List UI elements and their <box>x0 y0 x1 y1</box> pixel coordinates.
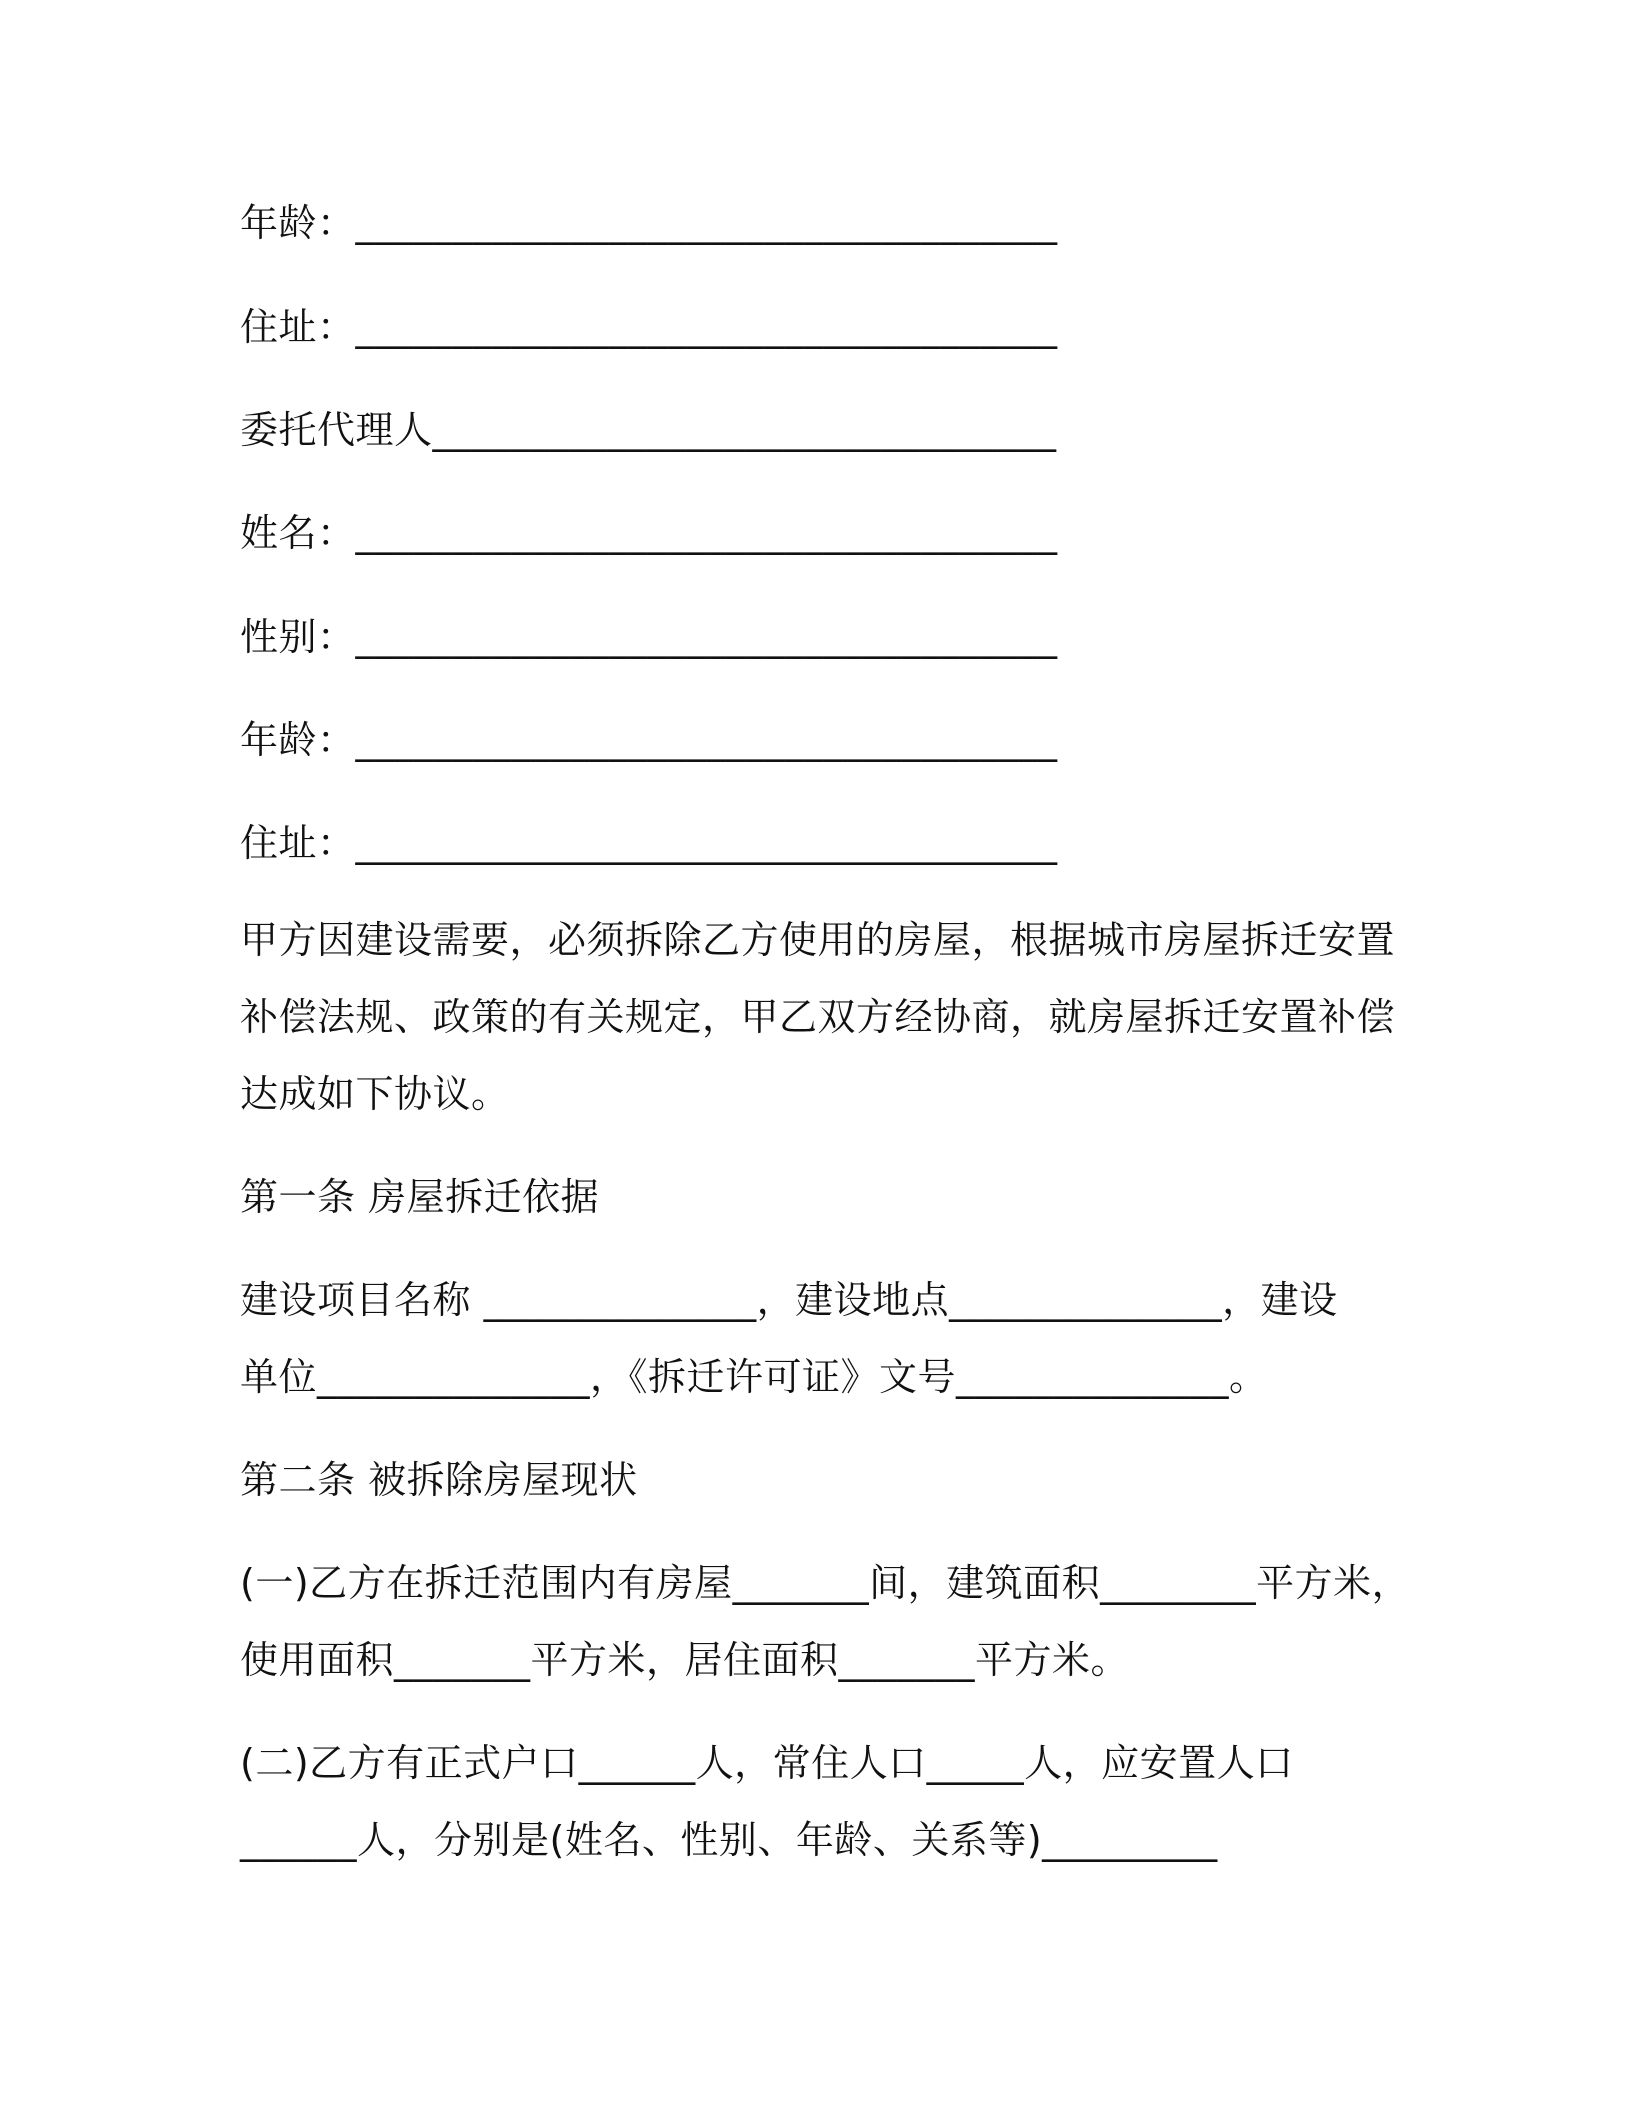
field-name: 姓名：____________________________________ <box>240 511 1058 555</box>
article-2-item-1-line-2: 使用面积_______平方米，居住面积_______平方米。 <box>240 1638 1130 1682</box>
field-address-2: 住址：____________________________________ <box>240 821 1058 865</box>
paragraph-intro-line-2: 补偿法规、政策的有关规定，甲乙双方经协商，就房屋拆迁安置补偿 <box>240 995 1396 1039</box>
field-age-2: 年龄：____________________________________ <box>240 718 1058 762</box>
paragraph-intro-line-1: 甲方因建设需要，必须拆除乙方使用的房屋，根据城市房屋拆迁安置 <box>240 918 1396 962</box>
field-address-1: 住址：____________________________________ <box>240 305 1058 349</box>
article-1-line-2: 单位______________，《拆迁许可证》文号______________。 <box>240 1355 1268 1399</box>
field-gender: 性别：____________________________________ <box>240 615 1058 659</box>
article-2-item-2-line-1: (二)乙方有正式户口______人，常住人口_____人，应安置人口 <box>240 1741 1294 1785</box>
article-2-item-1-line-1: (一)乙方在拆迁范围内有房屋_______间，建筑面积________平方米， <box>240 1561 1411 1605</box>
paragraph-intro-line-3: 达成如下协议。 <box>240 1072 510 1116</box>
field-age-1: 年龄：____________________________________ <box>240 201 1058 245</box>
field-agent: 委托代理人________________________________ <box>240 408 1057 452</box>
article-2-heading: 第二条 被拆除房屋现状 <box>240 1458 638 1502</box>
article-1-heading: 第一条 房屋拆迁依据 <box>240 1175 600 1219</box>
article-1-line-1: 建设项目名称 ______________，建设地点______________，建设 <box>240 1278 1338 1322</box>
article-2-item-2-line-2: ______人，分别是(姓名、性别、年龄、关系等)_________ <box>240 1818 1218 1862</box>
